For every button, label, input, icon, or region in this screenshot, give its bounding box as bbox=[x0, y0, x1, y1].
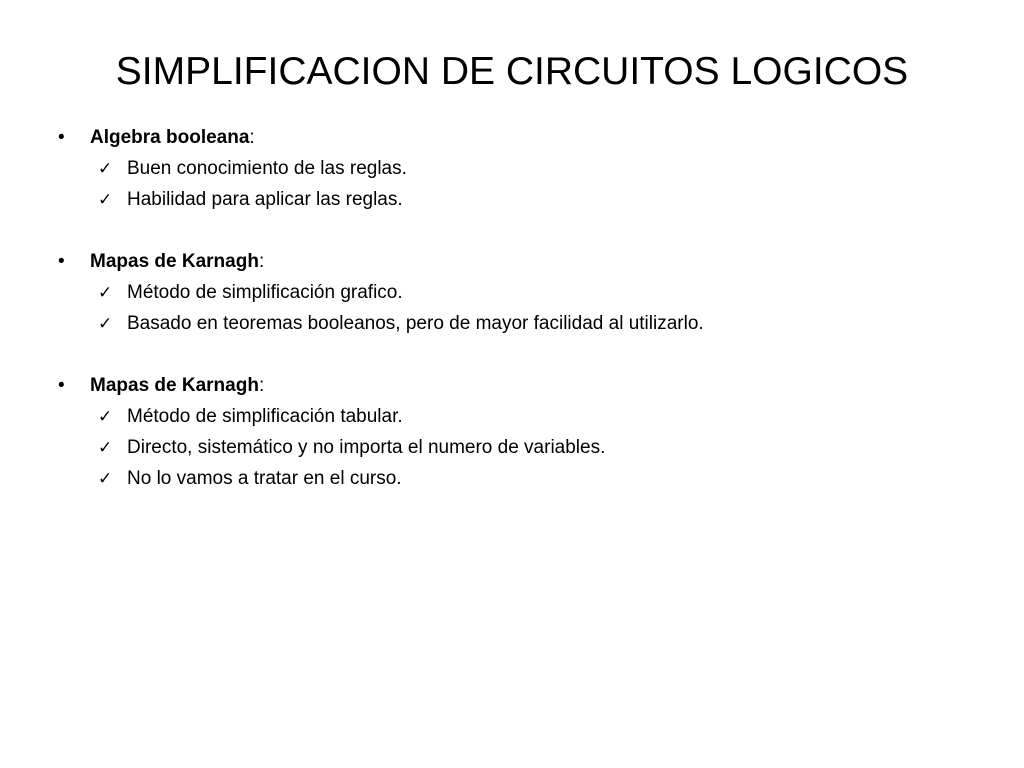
bullet-heading: Mapas de Karnagh bbox=[90, 375, 259, 396]
checkmark-icon: ✓ bbox=[98, 159, 113, 179]
bullet-icon: • bbox=[58, 127, 65, 148]
bullet-suffix: : bbox=[258, 375, 265, 396]
bullet-heading: Algebra booleana bbox=[90, 127, 250, 148]
sub-item bbox=[56, 432, 996, 463]
checkmark-icon: ✓ bbox=[98, 438, 113, 458]
section-algebra-booleana bbox=[56, 122, 996, 215]
bullet-item bbox=[56, 246, 996, 277]
checkmark-icon: ✓ bbox=[98, 283, 113, 303]
checkmark-icon: ✓ bbox=[98, 407, 113, 427]
bullet-text bbox=[90, 246, 264, 277]
bullet-icon: • bbox=[58, 251, 65, 272]
bullet-text bbox=[90, 122, 255, 153]
sub-item bbox=[56, 184, 996, 215]
sub-item-text: Método de simplificación tabular. bbox=[127, 406, 403, 427]
bullet-icon: • bbox=[58, 375, 65, 396]
bullet-text bbox=[90, 370, 264, 401]
bullet-heading: Mapas de Karnagh bbox=[90, 251, 259, 272]
sub-item-text: Directo, sistemático y no importa el numero de variables. bbox=[127, 437, 606, 458]
bullet-item bbox=[56, 122, 996, 153]
sub-item-text: Método de simplificación grafico. bbox=[127, 282, 403, 303]
sub-item-text: Habilidad para aplicar las reglas. bbox=[127, 189, 403, 210]
sub-item-text: No lo vamos a tratar en el curso. bbox=[127, 468, 402, 489]
slide-title: SIMPLIFICACION DE CIRCUITOS LOGICOS bbox=[115, 50, 909, 93]
section-mapas-de-karnagh bbox=[56, 246, 996, 339]
checkmark-icon: ✓ bbox=[98, 469, 113, 489]
sub-item bbox=[56, 401, 996, 432]
checkmark-icon: ✓ bbox=[98, 314, 113, 334]
sub-item bbox=[56, 308, 996, 339]
section-mapas-de-karnagh-tabular bbox=[56, 370, 996, 494]
bullet-item bbox=[56, 370, 996, 401]
sub-item-text: Buen conocimiento de las reglas. bbox=[127, 158, 407, 179]
slide-content bbox=[56, 122, 996, 525]
bullet-suffix: : bbox=[258, 251, 265, 272]
bullet-suffix: : bbox=[249, 127, 255, 148]
sub-item bbox=[56, 153, 996, 184]
checkmark-icon: ✓ bbox=[98, 190, 113, 210]
sub-item bbox=[56, 463, 996, 494]
sub-item-text: Basado en teoremas booleanos, pero de mayor facilidad al utilizarlo. bbox=[127, 313, 704, 334]
sub-item bbox=[56, 277, 996, 308]
